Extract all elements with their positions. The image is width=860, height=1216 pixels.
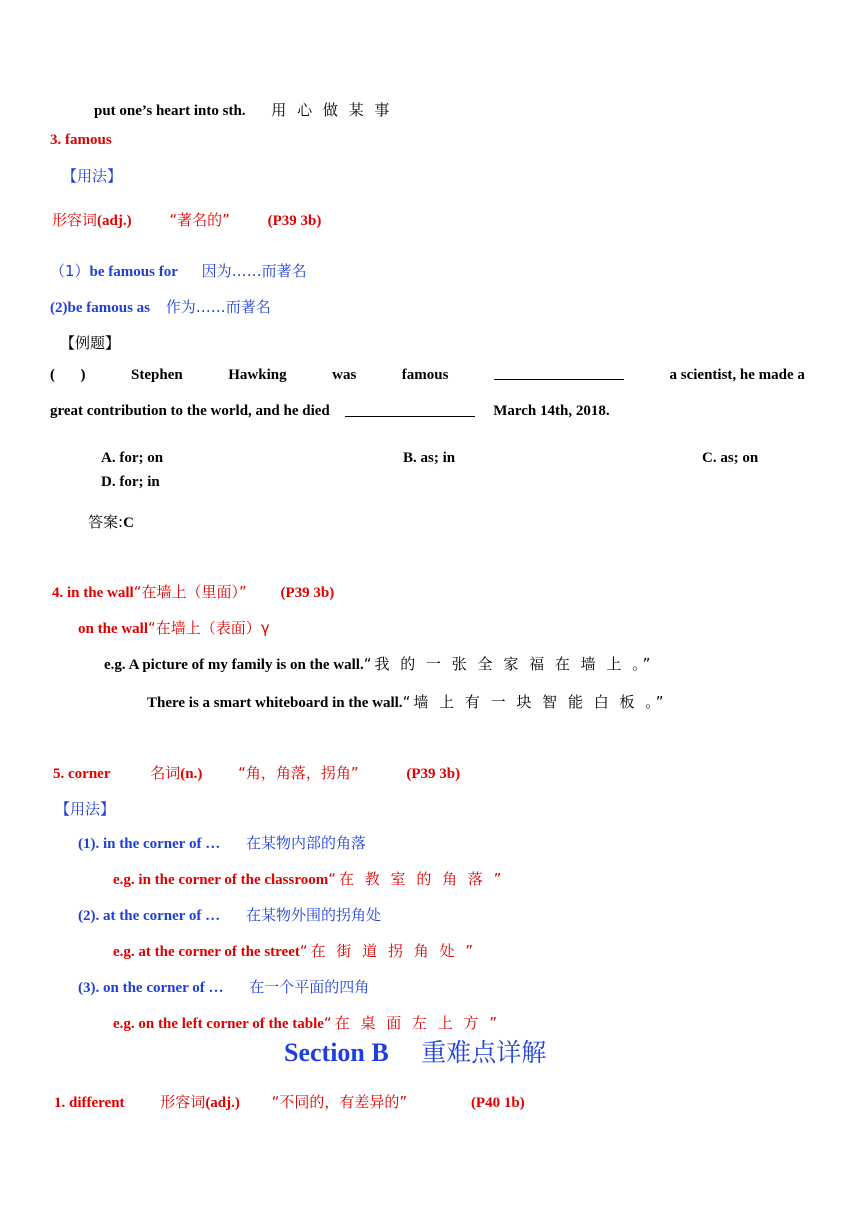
phrase-line bbox=[94, 100, 392, 121]
item-en: 1. different bbox=[54, 1095, 125, 1111]
option-b: B. as; in bbox=[403, 450, 456, 466]
item-4-sub-en: on the wall bbox=[78, 621, 149, 637]
meaning: “著名的” bbox=[169, 211, 230, 229]
q-word: famous bbox=[401, 367, 449, 383]
option-a: A. for; on bbox=[101, 450, 164, 466]
pos-en: (adj.) bbox=[97, 213, 132, 229]
pos-cn: 形容词 bbox=[52, 211, 98, 229]
item-4-meaning: “在墙上（里面）” bbox=[133, 583, 247, 601]
usage-en: (2). at the corner of … bbox=[78, 908, 221, 924]
usage-1-cn: 因为……而著名 bbox=[201, 262, 307, 280]
eg-cn: “在 教 室 的 角 落 ” bbox=[328, 870, 505, 888]
answer-blank-1[interactable] bbox=[494, 365, 624, 380]
eg-cn: “在 桌 面 左 上 方 ” bbox=[323, 1014, 501, 1032]
item-4-en: 4. in the wall bbox=[52, 585, 134, 601]
eg-cn: “墙 上 有 一 块 智 能 白 板 。” bbox=[402, 693, 667, 711]
option-d: D. for; in bbox=[101, 474, 160, 490]
page-ref: (P39 3b) bbox=[406, 766, 461, 782]
item-4-heading bbox=[52, 582, 334, 603]
q2-head: great contribution to the world, and he died bbox=[50, 403, 330, 419]
example-1 bbox=[113, 869, 504, 890]
usage-en: (1). in the corner of … bbox=[78, 836, 221, 852]
question-line-2 bbox=[50, 401, 610, 421]
usage-2-en: (2)be famous as bbox=[50, 300, 150, 316]
eg-cn: “在 街 道 拐 角 处 ” bbox=[299, 942, 477, 960]
eg-en: e.g. on the left corner of the table bbox=[113, 1016, 324, 1032]
pos-en: (n.) bbox=[180, 766, 203, 782]
page-ref: (P40 1b) bbox=[470, 1095, 525, 1111]
option-c: C. as; on bbox=[702, 450, 759, 466]
item-4-example-1 bbox=[104, 654, 653, 675]
item-4-sub bbox=[78, 618, 270, 639]
phrase-cn: 用 心 做 某 事 bbox=[271, 101, 393, 119]
paren-open: ( bbox=[50, 367, 55, 383]
question-line-1 bbox=[50, 365, 805, 385]
usage-3 bbox=[78, 977, 369, 998]
section-title-cn: 重难点详解 bbox=[421, 1038, 547, 1067]
item-5-heading bbox=[53, 763, 460, 784]
usage-1-en: be famous for bbox=[89, 264, 178, 280]
answer-blank-2[interactable] bbox=[345, 402, 475, 417]
item-5-en: 5. corner bbox=[53, 766, 111, 782]
section-title-en: Section B bbox=[284, 1038, 389, 1067]
answer-label: 答案: bbox=[88, 513, 124, 531]
example-label: 【例题】 bbox=[60, 334, 121, 352]
usage-cn: 在某物外围的拐角处 bbox=[245, 906, 381, 924]
item-4-example-2 bbox=[147, 692, 667, 713]
usage-2-cn: 作为……而著名 bbox=[165, 298, 271, 316]
usage-1 bbox=[50, 261, 307, 282]
page-ref: (P39 3b) bbox=[280, 585, 335, 601]
q-word: Stephen bbox=[131, 367, 183, 383]
usage-2 bbox=[50, 297, 271, 318]
page-ref: (P39 3b) bbox=[267, 213, 322, 229]
eg-en: e.g. in the corner of the classroom bbox=[113, 872, 329, 888]
usage-1 bbox=[78, 833, 366, 854]
usage-cn: 在一个平面的四角 bbox=[249, 978, 370, 996]
section-b-item-1 bbox=[54, 1092, 525, 1113]
item-3-definition bbox=[52, 210, 321, 231]
usage-label: 【用法】 bbox=[62, 167, 123, 185]
eg-en: e.g. at the corner of the street bbox=[113, 944, 300, 960]
meaning: “角，角落，拐角” bbox=[238, 764, 359, 782]
section-title bbox=[284, 1036, 546, 1070]
answer-value: C bbox=[123, 515, 134, 531]
q-word: was bbox=[332, 367, 357, 383]
eg-en: e.g. A picture of my family is on the wall. bbox=[104, 657, 364, 673]
meaning: “不同的，有差异的” bbox=[271, 1093, 408, 1111]
phrase-en: put one’s heart into sth. bbox=[94, 103, 246, 119]
answer-line bbox=[88, 512, 134, 533]
usage-label: 【用法】 bbox=[55, 800, 116, 818]
q-word: Hawking bbox=[228, 367, 287, 383]
pos-cn: 名词 bbox=[150, 764, 181, 782]
q-tail: a scientist, he made a bbox=[669, 367, 805, 383]
pos-en: (adj.) bbox=[205, 1095, 240, 1111]
paren-close: ) bbox=[80, 367, 86, 383]
pos-cn: 形容词 bbox=[160, 1093, 206, 1111]
eg-en: There is a smart whiteboard in the wall. bbox=[147, 695, 403, 711]
item-4-sub-cn: “在墙上（表面）γ bbox=[148, 619, 270, 637]
example-2 bbox=[113, 941, 476, 962]
usage-en: (3). on the corner of … bbox=[78, 980, 224, 996]
usage-cn: 在某物内部的角落 bbox=[245, 834, 366, 852]
example-3 bbox=[113, 1013, 500, 1034]
q2-tail: March 14th, 2018. bbox=[493, 403, 610, 419]
eg-cn: “我 的 一 张 全 家 福 在 墙 上 。” bbox=[363, 655, 654, 673]
item-3-heading: 3. famous bbox=[50, 132, 112, 148]
usage-1-num: （1） bbox=[50, 262, 90, 280]
usage-2 bbox=[78, 905, 381, 926]
